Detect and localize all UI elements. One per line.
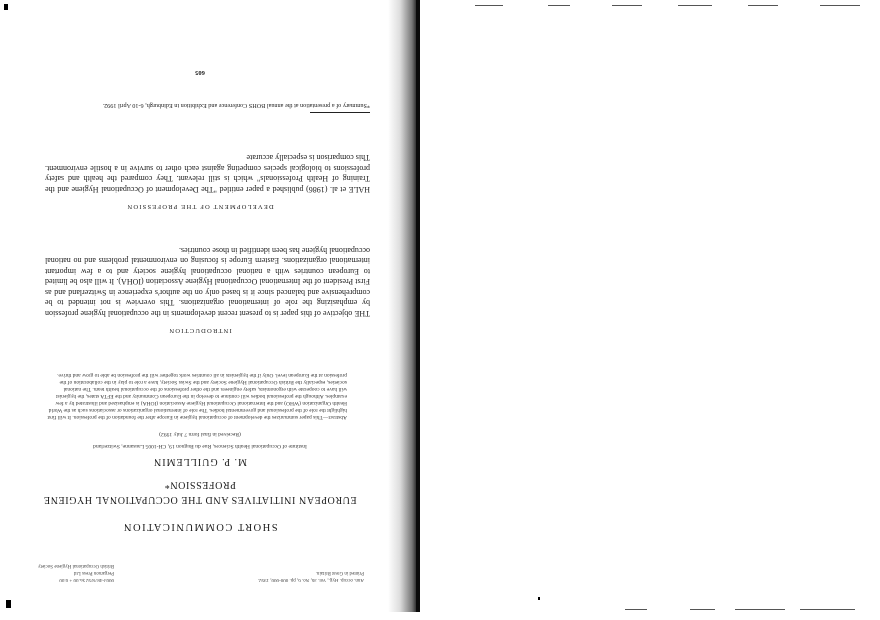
scan-edge-mark [748,5,778,6]
society-credit: British Occupational Hygiene Society [38,563,114,568]
received-date: (Received in final form 7 July 1992) [159,431,241,437]
scan-edge-mark [800,609,855,610]
author-name: M. P. GUILLEMIN [153,456,247,467]
scan-speck [4,4,8,10]
page-number: 605 [195,69,205,76]
scan-speck [538,597,540,600]
article-title-line-2: PROFESSION* [164,479,236,490]
development-text: HALE et al. (1986) published a paper entitled "The Development of Occupational Hygiene and the Training of Health Professionals" which is still relevant. They compared the health and safety professions to biological species competing against each other to survive in a hostile environment. This comparison is especially accurate [45,153,370,194]
scan-edge-mark [690,609,715,610]
scan-edge-mark [678,5,712,6]
issn-price: 0003-4878/92 $5.00 + 0.00 [59,577,114,582]
footnote-rule [310,112,370,113]
section-heading-development: DEVELOPMENT OF THE PROFESSION [126,203,274,210]
scan-edge-mark [625,609,647,610]
scan-edge-mark [820,5,860,6]
journal-citation: Ann. occup. Hyg., Vol. 36, No. 6, pp. 000-000, 1992. [257,577,364,582]
footnote: *Summary of a presentation at the annual BOHS Conference and Exhibition in Edinburgh, 6-10 April 1992. [102,102,370,109]
scan-edge-mark [548,5,570,6]
page-content-inverted [8,6,392,612]
printer-note: Printed in Great Britain. [315,570,364,575]
article-title-line-1: EUROPEAN INITIATIVES AND THE OCCUPATIONAL HYGIENE [43,494,357,505]
scan-edge-mark [612,5,642,6]
scan-edge-mark [735,609,785,610]
binding-edge [416,0,420,612]
publisher-copyright: Pergamon Press Ltd [73,570,114,575]
abstract: Abstract—This paper summarizes the development of occupational hygiene in Europe after the foundation of the profession. It will first highlight the role of the professional and governmental bodies. The role of international organizations or associations such as the World Health Organization (WHO) and the International Occupational Hygiene Association (IOHA) is emphasized and illustrated by a few examples. Although the professional bodies will continue to develop in the European Community and the EFTA states, the hygienist will have to cooperate with ergonomists, safety engineers and the other professions of the occupational health team. The national societies, especially the British Occupational Hygiene Society and the Swiss Society, have a role to play in the collaboration of the profession at the European level. Only if the hygienists in all countries work together will the profession be able to grow and thrive. [47,372,347,420]
journal-page [8,6,392,612]
introduction-text: THE objective of this paper is to present recent developments in the occupational hygiene profession by emphasizing the role of international organizations. This overview is not intended to be comprehensive and balanced since it is based only on the author's experience in Switzerland and as First President of the International Occupational Hygiene Association (IOHA). It will also be limited to European countries with a national occupational hygiene society and to a few important international organizations. Eastern Europe is focusing on environmental problems and no national occupational hygiene has been identified in those countries. [45,246,370,318]
author-affiliation: Institute of Occupational Health Sciences, Rue du Bugnon 19, CH-1005 Lausanne, Switzerland [93,443,307,449]
section-heading-introduction: INTRODUCTION [168,327,232,334]
scan-edge-mark [475,5,503,6]
scan-speck [6,600,11,608]
article-category: SHORT COMMUNICATION [122,521,278,532]
spine-shadow [388,0,418,612]
